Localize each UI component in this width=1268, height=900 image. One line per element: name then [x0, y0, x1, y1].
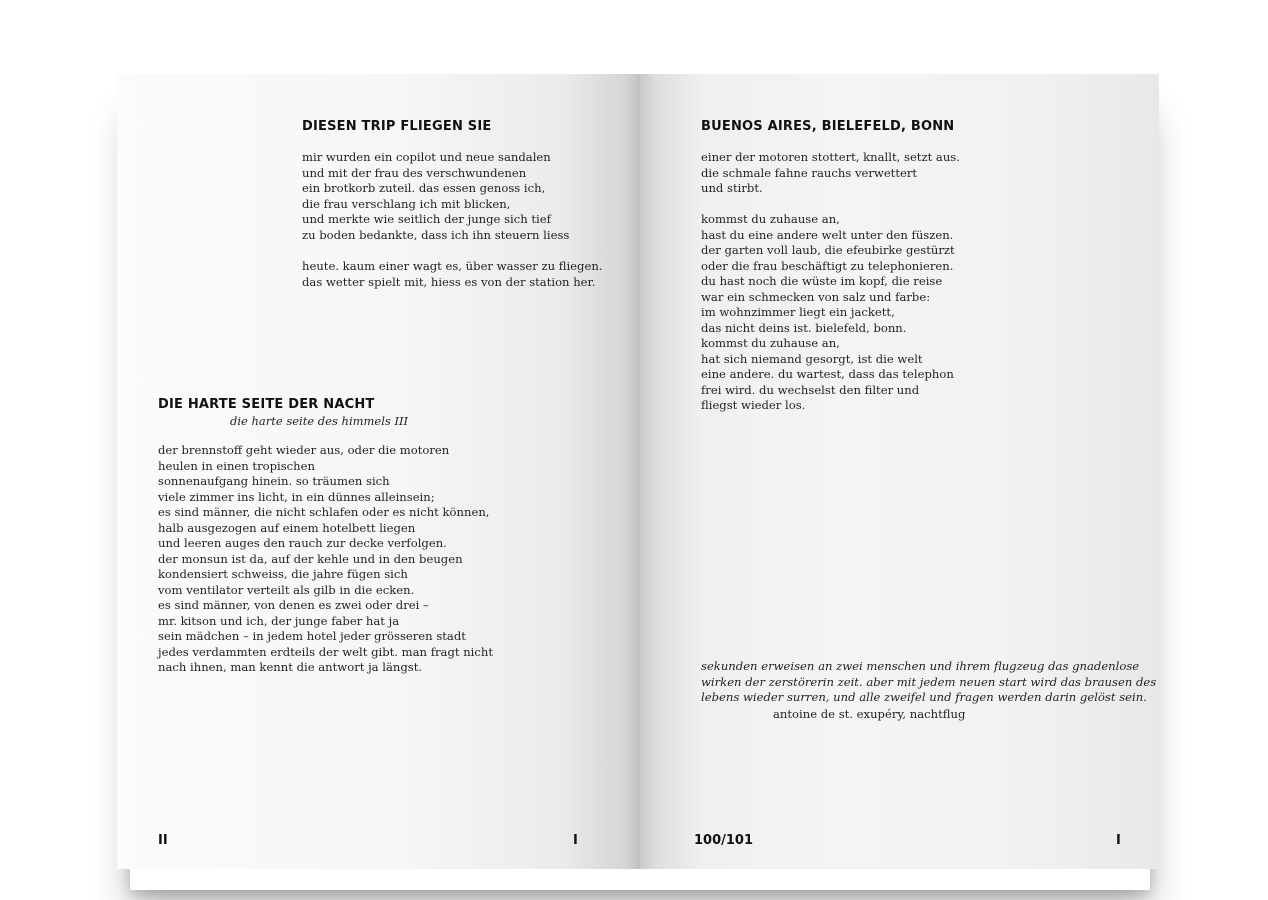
verse-line: fliegst wieder los.: [701, 398, 806, 412]
verse-line: und leeren auges den rauch zur decke verfolgen.: [158, 536, 447, 550]
verse-line: und stirbt.: [701, 181, 763, 195]
verse-line: lebens wieder surren, und alle zweifel und fragen werden darin gelöst sein.: [701, 690, 1147, 704]
verse-line: das nicht deins ist. bielefeld, bonn.: [701, 320, 907, 335]
left-page: [117, 74, 639, 869]
epigraph-quote: [701, 659, 1156, 706]
verse-line: wirken der zerstörerin zeit. aber mit jedem neuen start wird das brausen des: [701, 674, 1157, 689]
verse-line: heulen in einen tropischen: [158, 458, 315, 473]
poem-title-buenos-aires: BUENOS AIRES, BIELEFELD, BONN: [701, 119, 955, 134]
stanza-buenos-aires-1: [701, 150, 960, 197]
verse-line: der monsun ist da, auf der kehle und in den beugen: [158, 551, 463, 566]
verse-line: der garten voll laub, die efeubirke gestürzt: [701, 243, 955, 257]
stanza-harte-seite: [158, 443, 493, 676]
verse-line: ein brotkorb zuteil. das essen genoss ich,: [302, 181, 546, 195]
verse-line: mir wurden ein copilot und neue sandalen: [302, 150, 551, 164]
verse-line: sein mädchen – in jedem hotel jeder grösseren stadt: [158, 629, 466, 643]
verse-line: das wetter spielt mit, hiess es von der station her.: [302, 274, 596, 289]
verse-line: vom ventilator verteilt als gilb in die ecken.: [158, 582, 415, 597]
verse-line: jedes verdammten erdteils der welt gibt. man fragt nicht: [158, 644, 494, 659]
right-page: [640, 74, 1159, 869]
verse-line: frei wird. du wechselst den filter und: [701, 382, 920, 397]
folio-marker-right: I: [1116, 833, 1121, 848]
verse-line: eine andere. du wartest, dass das telephon: [701, 367, 954, 381]
verse-line: einer der motoren stottert, knallt, setzt aus.: [701, 150, 960, 164]
verse-line: sonnenaufgang hinein. so träumen sich: [158, 474, 390, 488]
verse-line: der brennstoff geht wieder aus, oder die motoren: [158, 443, 450, 457]
verse-line: heute. kaum einer wagt es, über wasser zu fliegen.: [302, 259, 603, 273]
stanza-buenos-aires-2: [701, 212, 955, 414]
verse-line: im wohnzimmer liegt ein jackett,: [701, 305, 895, 319]
quote-attribution: antoine de st. exupéry, nachtflug: [773, 707, 966, 721]
stanza-diesen-trip-2: [302, 259, 602, 290]
verse-line: hat sich niemand gesorgt, ist die welt: [701, 351, 923, 366]
folio-marker-left-page-right: I: [573, 833, 578, 848]
verse-line: mr. kitson und ich, der junge faber hat ja: [158, 613, 400, 628]
poem-subtitle: die harte seite des himmels III: [230, 414, 409, 428]
verse-line: kondensiert schweiss, die jahre fügen sich: [158, 567, 408, 581]
page-numbers: 100/101: [694, 833, 754, 848]
verse-line: oder die frau beschäftigt zu telephonieren.: [701, 258, 954, 273]
verse-line: kommst du zuhause an,: [701, 336, 840, 350]
verse-line: es sind männer, die nicht schlafen oder es nicht können,: [158, 505, 490, 519]
verse-line: nach ihnen, man kennt die antwort ja längst.: [158, 660, 423, 674]
stanza-diesen-trip-1: [302, 150, 569, 243]
verse-line: kommst du zuhause an,: [701, 212, 840, 226]
folio-marker-left: II: [158, 833, 168, 848]
verse-line: zu boden bedankte, dass ich ihn steuern liess: [302, 227, 570, 242]
poem-title-harte-seite: DIE HARTE SEITE DER NACHT: [158, 397, 375, 412]
verse-line: war ein schmecken von salz und farbe:: [701, 289, 931, 304]
verse-line: sekunden erweisen an zwei menschen und ihrem flugzeug das gnadenlose: [701, 659, 1140, 673]
verse-line: und mit der frau des verschwundenen: [302, 165, 527, 180]
verse-line: die schmale fahne rauchs verwettert: [701, 165, 918, 180]
verse-line: und merkte wie seitlich der junge sich tief: [302, 212, 551, 226]
poem-title-diesen-trip: DIESEN TRIP FLIEGEN SIE: [302, 119, 492, 134]
verse-line: viele zimmer ins licht, in ein dünnes alleinsein;: [158, 489, 435, 504]
verse-line: du hast noch die wüste im kopf, die reise: [701, 274, 943, 288]
verse-line: es sind männer, von denen es zwei oder drei –: [158, 598, 429, 612]
verse-line: halb ausgezogen auf einem hotelbett liegen: [158, 520, 416, 535]
verse-line: die frau verschlang ich mit blicken,: [302, 196, 511, 211]
verse-line: hast du eine andere welt unter den füszen.: [701, 227, 954, 242]
